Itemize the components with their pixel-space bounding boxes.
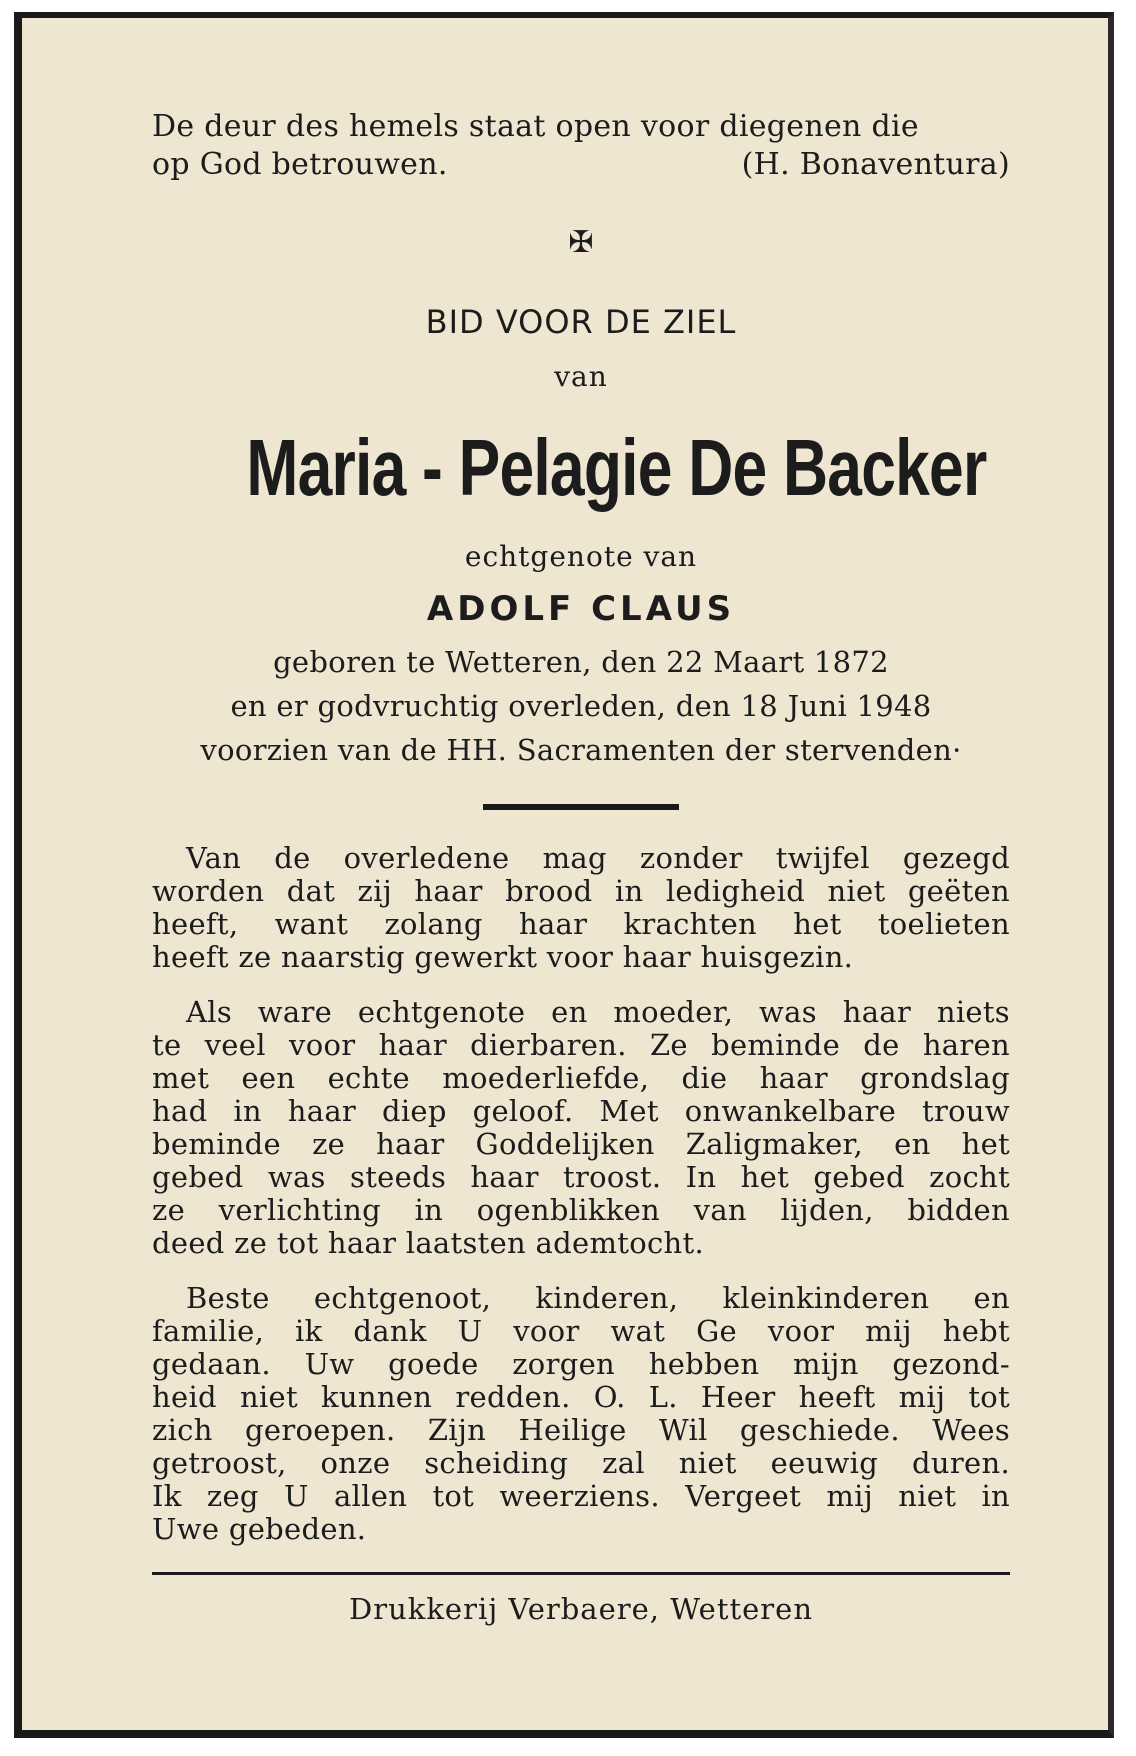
paragraph-line: gebed was steeds haar troost. In het gebed zocht: [152, 1160, 1010, 1194]
motto-line-2: [152, 146, 1010, 184]
card-content: [152, 108, 1010, 1627]
paragraph-line: Ik zeg U allen tot weerziens. Vergeet mij niet in: [152, 1479, 1010, 1513]
footer-divider: [152, 1572, 1010, 1575]
motto-line-1: [152, 108, 1010, 146]
van-label: van: [554, 360, 608, 393]
paragraph-line: Van de overledene mag zonder twijfel gezegd: [186, 841, 1010, 875]
memorial-card: [14, 12, 1114, 1738]
paragraph-line: getroost, onze scheiding zal niet eeuwig duren.: [152, 1446, 1010, 1480]
paragraph-1: [152, 842, 1010, 974]
life-details: [152, 640, 1010, 772]
paragraph-line: Uwe gebeden.: [152, 1512, 367, 1546]
paragraph-line: Als ware echtgenote en moeder, was haar niets: [186, 995, 1010, 1029]
paragraph-2: [152, 996, 1010, 1260]
spouse-name: ADOLF CLAUS: [426, 589, 736, 629]
paragraph-line: worden dat zij haar brood in ledigheid niet geëten: [152, 874, 1010, 908]
divider: [483, 804, 679, 810]
spouse-intro: echtgenote van: [464, 540, 698, 573]
paragraph-line: Beste echtgenoot, kinderen, kleinkinderen en: [186, 1281, 1010, 1315]
paragraph-3: [152, 1282, 1010, 1546]
motto: [152, 108, 1010, 184]
paragraph-line: had in haar diep geloof. Met onwankelbare trouw: [152, 1094, 1010, 1128]
paragraph-line: deed ze tot haar laatsten ademtocht.: [152, 1226, 704, 1260]
death-line: en er godvruchtig overleden, den 18 Juni 1948: [230, 689, 932, 723]
paragraph-line: heeft ze naarstig gewerkt voor haar huisgezin.: [152, 940, 854, 974]
paragraph-line: familie, ik dank U voor wat Ge voor mij hebt: [152, 1314, 1010, 1348]
paragraph-line: te veel voor haar dierbaren. Ze beminde de haren: [152, 1028, 1010, 1062]
paragraph-line: heeft, want zolang haar krachten het toelieten: [152, 907, 1010, 941]
paragraph-line: beminde ze haar Goddelijken Zaligmaker, en het: [152, 1127, 1010, 1161]
deceased-name: Maria - Pelagie De Backer: [246, 423, 987, 512]
motto-attribution: (H. Bonaventura): [741, 147, 1010, 182]
paragraph-line: gedaan. Uw goede zorgen hebben mijn gezond-: [152, 1347, 1010, 1381]
paragraph-line: ze verlichting in ogenblikken van lijden, bidden: [152, 1193, 1010, 1227]
sacraments-line: voorzien van de HH. Sacramenten der stervenden·: [200, 733, 962, 767]
paragraph-line: zich geroepen. Zijn Heilige Wil geschiede. Wees: [152, 1413, 1010, 1447]
birth-line: geboren te Wetteren, den 22 Maart 1872: [273, 645, 889, 679]
motto-text-2: op God betrouwen.: [152, 147, 448, 182]
printer-credit: Drukkerij Verbaere, Wetteren: [348, 1592, 813, 1626]
cross-icon: ✠: [568, 225, 594, 260]
heading: BID VOOR DE ZIEL: [425, 303, 737, 341]
paragraph-line: heid niet kunnen redden. O. L. Heer heeft mij tot: [152, 1380, 1010, 1414]
motto-text-1: De deur des hemels staat open voor diegenen die: [152, 109, 919, 144]
paragraph-line: met een echte moederliefde, die haar grondslag: [152, 1061, 1010, 1095]
